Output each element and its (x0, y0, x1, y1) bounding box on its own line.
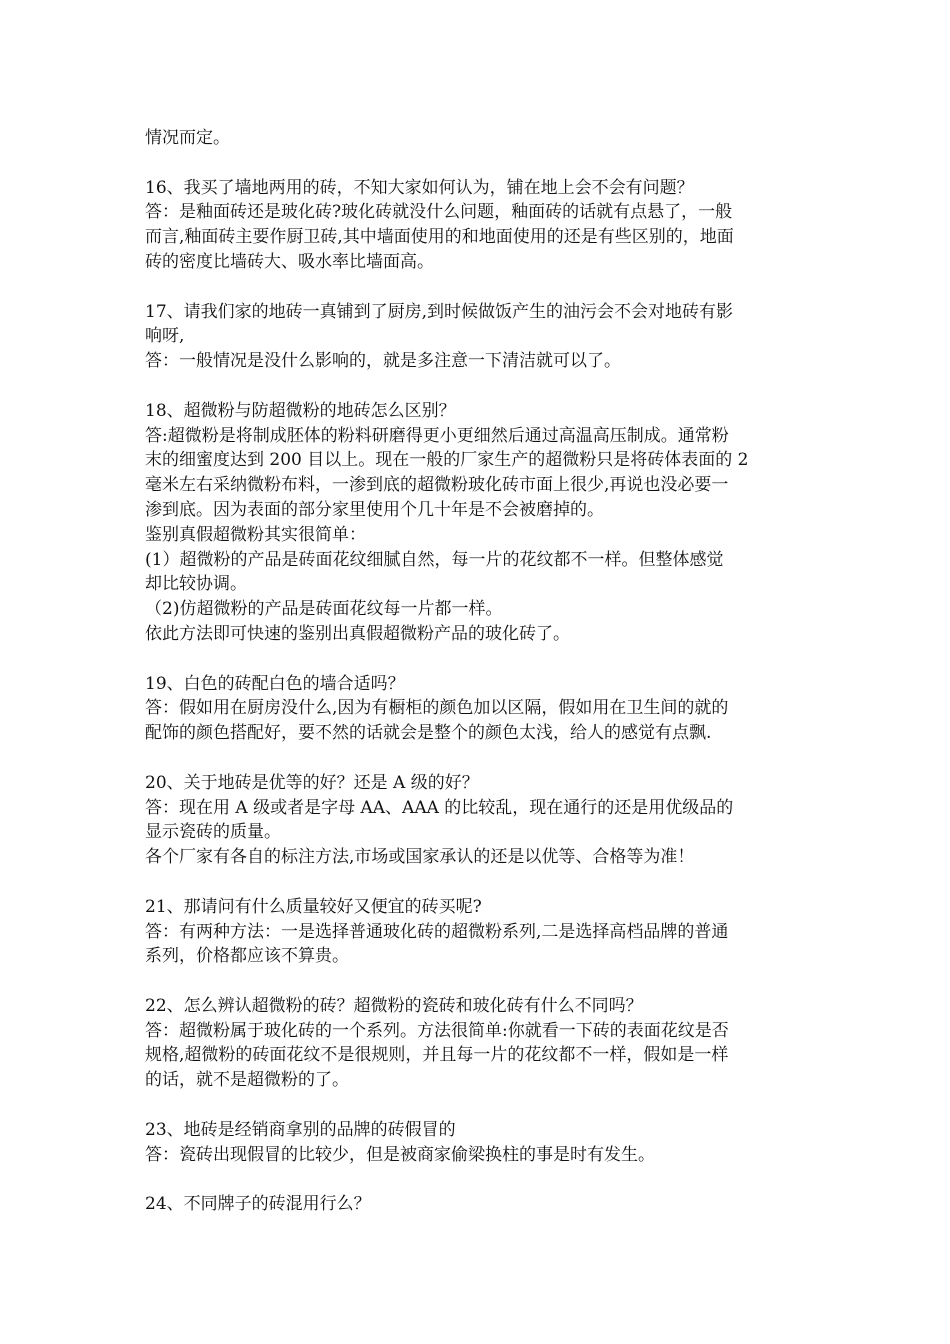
answer-line: 系列，价格都应该不算贵。 (145, 946, 349, 967)
blank-line (145, 746, 810, 771)
blank-line (145, 151, 810, 176)
question-17: 17、请我们家的地砖一真铺到了厨房,到时候做饭产生的油污会不会对地砖有影 (145, 301, 734, 322)
answer-line: 依此方法即可快速的鉴别出真假超微粉产品的玻化砖了。 (145, 623, 570, 644)
answer-line: 砖的密度比墙砖大、吸水率比墙面高。 (145, 251, 434, 272)
answer-line: 答：是釉面砖还是玻化砖?玻化砖就没什么问题，釉面砖的话就有点悬了，一般 (145, 202, 733, 223)
question-18: 18、超微粉与防超微粉的地砖怎么区别？ (145, 400, 456, 421)
blank-line (145, 969, 810, 994)
question-22: 22、怎么辨认超微粉的砖？超微粉的瓷砖和玻化砖有什么不同吗？ (145, 995, 643, 1016)
answer-line: 答：一般情况是没什么影响的，就是多注意一下清洁就可以了。 (145, 351, 621, 372)
answer-line: 答：现在用 A 级或者是字母 AA、AAA 的比较乱，现在通行的还是用优级品的 (145, 797, 734, 818)
answer-line: 各个厂家有各自的标注方法,市场或国家承认的还是以优等、合格等为准！ (145, 847, 695, 868)
text-line: 情况而定。 (145, 128, 230, 148)
answer-line: （2)仿超微粉的产品是砖面花纹每一片都一样。 (145, 599, 503, 620)
answer-line: 配饰的颜色搭配好，要不然的话就会是整个的颜色太浅，给人的感觉有点飘. (145, 723, 712, 744)
answer-line: 答：超微粉属于玻化砖的一个系列。方法很简单:你就看一下砖的表面花纹是否 (145, 1020, 729, 1041)
question-20: 20、关于地砖是优等的好？还是 A 级的好？ (145, 772, 479, 793)
blank-line (145, 374, 810, 399)
answer-line: 鉴别真假超微粉其实很简单： (145, 524, 366, 545)
answer-line: 毫米左右采纳微粉布料，一渗到底的超微粉玻化砖市面上很少,再说也没必要一 (145, 475, 729, 496)
answer-line: 答:超微粉是将制成胚体的粉料研磨得更小更细然后通过高温高压制成。通常粉 (145, 425, 729, 446)
answer-line: 而言,釉面砖主要作厨卫砖,其中墙面使用的和地面使用的还是有些区别的，地面 (145, 227, 734, 248)
answer-line: 的话，就不是超微粉的了。 (145, 1070, 349, 1091)
answer-line: 答：假如用在厨房没什么,因为有橱柜的颜色加以区隔，假如用在卫生间的就的 (145, 698, 729, 719)
blank-line (145, 1093, 810, 1118)
question-line: 响呀, (145, 326, 185, 347)
answer-line: 渗到底。因为表面的部分家里使用个几十年是不会被磨掉的。 (145, 499, 604, 520)
question-23: 23、地砖是经销商拿别的品牌的砖假冒的 (145, 1119, 456, 1140)
blank-line (145, 1167, 810, 1192)
blank-line (145, 870, 810, 895)
question-21: 21、那请问有什么质量较好又便宜的砖买呢? (145, 896, 482, 917)
document-body (145, 126, 810, 1217)
answer-line: 却比较协调。 (145, 574, 247, 595)
answer-line: 答：瓷砖出现假冒的比较少，但是被商家偷梁换柱的事是时有发生。 (145, 1144, 655, 1165)
blank-line (145, 275, 810, 300)
answer-line: (1）超微粉的产品是砖面花纹细腻自然，每一片的花纹都不一样。但整体感觉 (145, 549, 724, 570)
answer-line: 末的细蜜度达到 200 目以上。现在一般的厂家生产的超微粉只是将砖体表面的 2 (145, 450, 749, 471)
answer-line: 答：有两种方法：一是选择普通玻化砖的超微粉系列,二是选择高档品牌的普通 (145, 921, 729, 942)
answer-line: 规格,超微粉的砖面花纹不是很规则，并且每一片的花纹都不一样，假如是一样 (145, 1045, 729, 1066)
blank-line (145, 647, 810, 672)
question-16: 16、我买了墙地两用的砖，不知大家如何认为，铺在地上会不会有问题？ (145, 177, 694, 198)
question-19: 19、白色的砖配白色的墙合适吗？ (145, 673, 405, 694)
answer-line: 显示瓷砖的质量。 (145, 822, 281, 843)
question-24: 24、不同牌子的砖混用行么？ (145, 1194, 371, 1215)
